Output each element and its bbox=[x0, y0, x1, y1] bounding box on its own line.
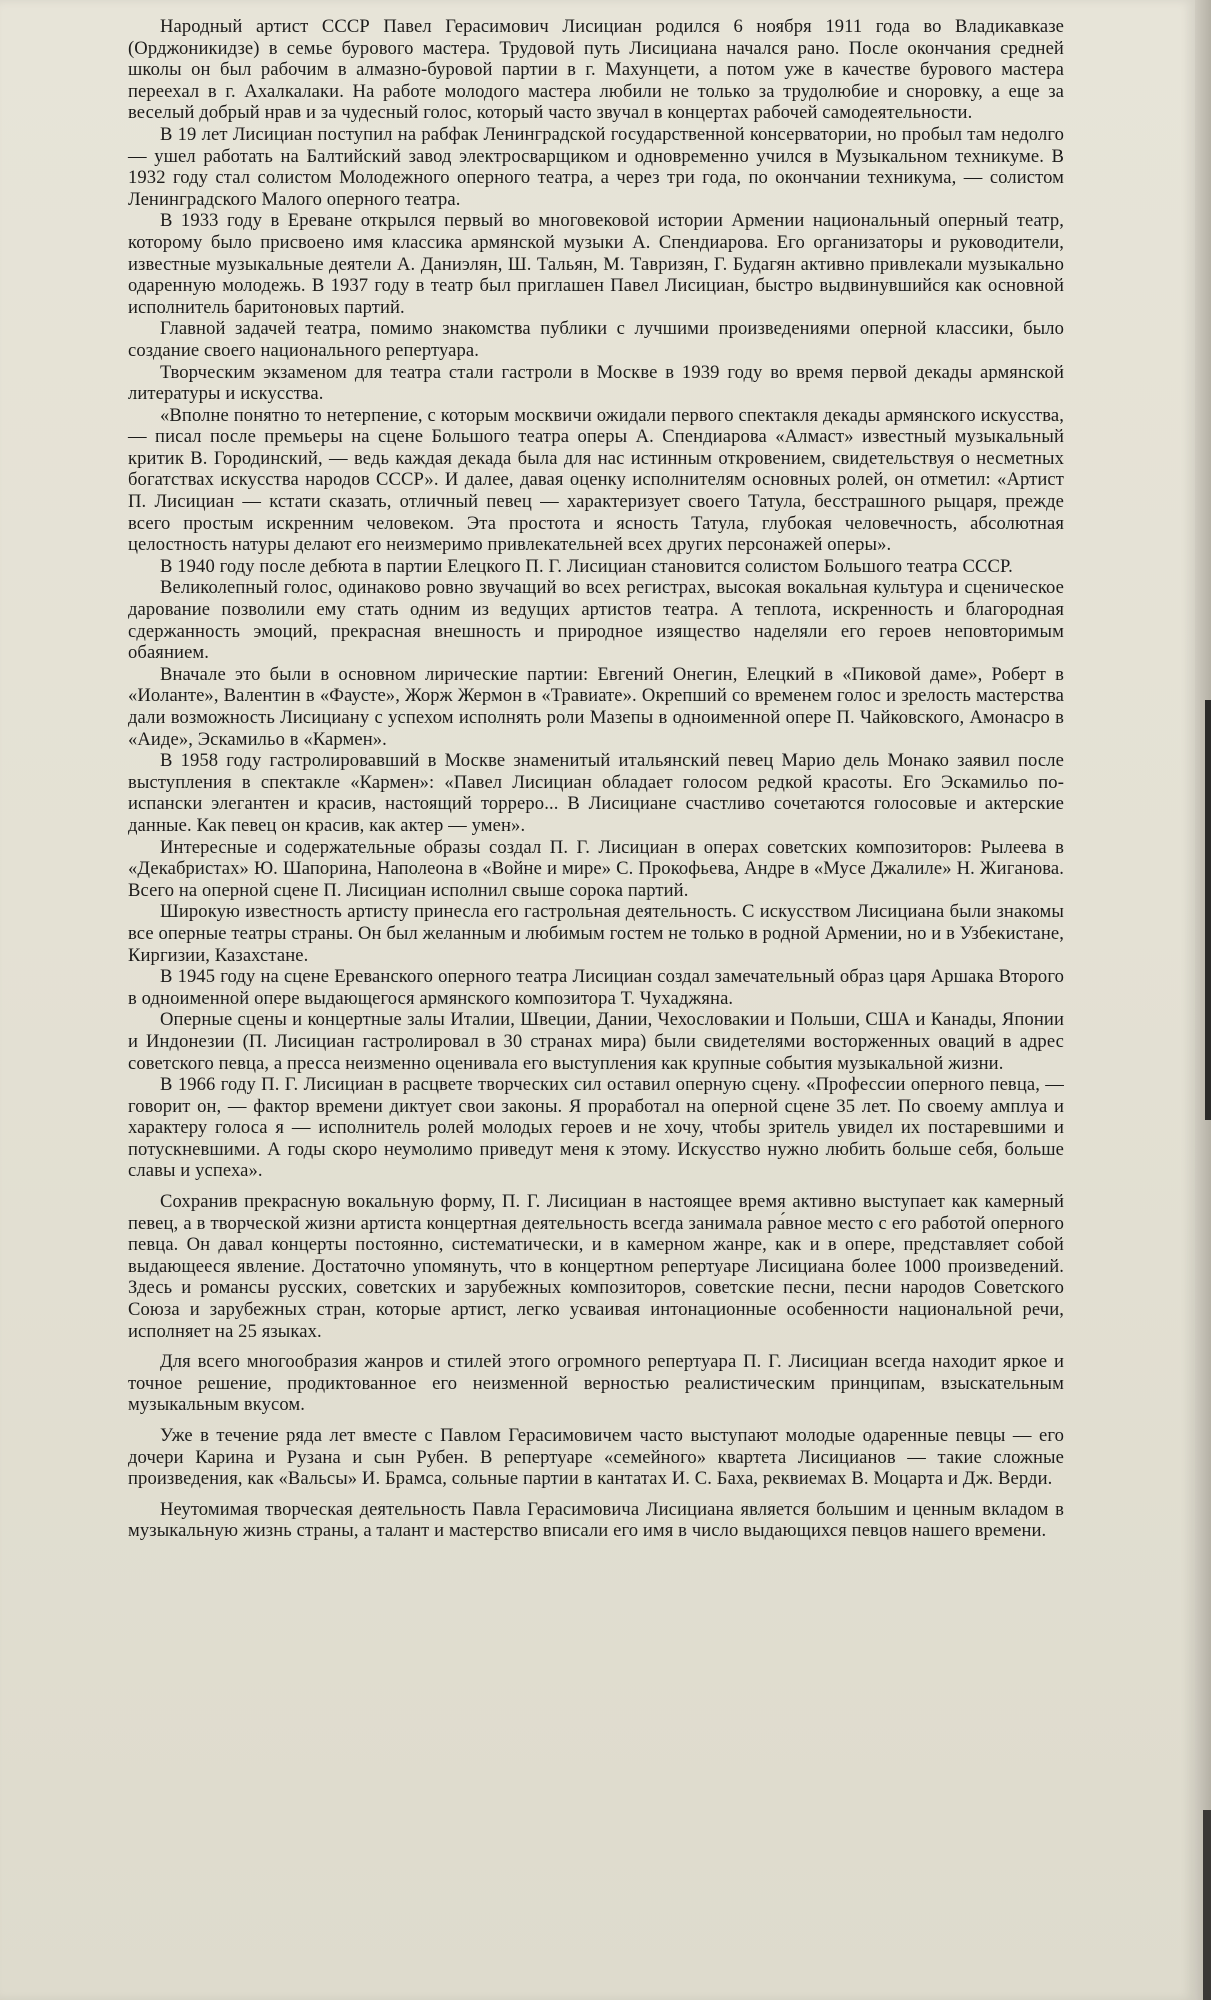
paragraph-17: Для всего многообразия жанров и стилей этого огромного репертуара П. Г. Лисициан всегда находит яркое и точное решение, продиктованное его неизменной верностью реалистическим принципам, взыскательным музыкальным вкусом. bbox=[128, 1351, 1064, 1416]
page-edge-mark bbox=[1205, 700, 1211, 1120]
paragraph-15: В 1966 году П. Г. Лисициан в расцвете творческих сил оставил оперную сцену. «Профессии оперного певца, — говорит он, — фактор времени диктует свои законы. Я проработал на оперной сцене 35 лет. По своему амплуа и характеру голоса я — исполнитель ролей молодых героев и не хочу, чтобы зритель увидел их постаревшими и потускневшими. А годы скоро неумолимо приведут меня к этому. Искусство нужно любить больше себя, больше славы и успеха». bbox=[128, 1074, 1064, 1182]
paragraph-3: В 1933 году в Ереване открылся первый во многовековой истории Армении национальный оперный театр, которому было присвоено имя классика армянской музыки А. Спендиарова. Его организаторы и руководители, известные музыкальные деятели А. Даниэлян, Ш. Тальян, М. Тавризян, Г. Будагян активно привлекали музыкально одаренную молодежь. В 1937 году в театр был приглашен Павел Лисициан, быстро выдвинувшийся как основной исполнитель баритоновых партий. bbox=[128, 210, 1064, 318]
paragraph-14: Оперные сцены и концертные залы Италии, Швеции, Дании, Чехословакии и Польши, США и Канады, Японии и Индонезии (П. Лисициан гастролировал в 30 странах мира) были свидетелями восторженных оваций в адрес советского певца, а пресса неизменно оценивала его выступления как крупные события музыкальной жизни. bbox=[128, 1009, 1064, 1074]
paragraph-16: Сохранив прекрасную вокальную форму, П. Г. Лисициан в настоящее время активно выступает как камерный певец, а в творческой жизни артиста концертная деятельность всегда занимала ра́вное место с его работой оперного певца. Он давал концерты постоянно, систематически, и в камерном жанре, как и в опере, представляет собой выдающееся явление. Достаточно упомянуть, что в концертном репертуаре Лисициана более 1000 произведений. Здесь и романсы русских, советских и зарубежных композиторов, советские песни, песни народов Советского Союза и зарубежных стран, которые артист, легко усваивая интонационные особенности национальной речи, исполняет на 25 языках. bbox=[128, 1191, 1064, 1342]
paragraph-12: Широкую известность артисту принесла его гастрольная деятельность. С искусством Лисициана были знакомы все оперные театры страны. Он был желанным и любимым гостем не только в родной Армении, но и в Узбекистане, Киргизии, Казахстане. bbox=[128, 901, 1064, 966]
page-edge-mark bbox=[1203, 1810, 1211, 2000]
biography-text bbox=[128, 16, 1064, 1542]
paragraph-11: Интересные и содержательные образы создал П. Г. Лисициан в операх советских композиторов: Рылеева в «Декабристах» Ю. Шапорина, Наполеона в «Войне и мире» С. Прокофьева, Андре в «Мусе Джалиле» Н. Жиганова. Всего на оперной сцене П. Лисициан исполнил свыше сорока партий. bbox=[128, 836, 1064, 901]
paragraph-6: «Вполне понятно то нетерпение, с которым москвичи ожидали первого спектакля декады армянского искусства, — писал после премьеры на сцене Большого театра оперы А. Спендиарова «Алмаст» известный музыкальный критик В. Городинский, — ведь каждая декада была для нас истинным откровением, свидетельствуя о несметных богатствах искусства народов СССР». И далее, давая оценку исполнителям основных ролей, он отметил: «Артист П. Лисициан — кстати сказать, отличный певец — характеризует своего Татула, бесстрашного рыцаря, прежде всего простым искренним человеком. Эта простота и ясность Татула, глубокая человечность, абсолютная целостность натуры делают его неизмеримо привлекательней всех других персонажей оперы». bbox=[128, 404, 1064, 556]
paragraph-4: Главной задачей театра, помимо знакомства публики с лучшими произведениями оперной классики, было создание своего национального репертуара. bbox=[128, 318, 1064, 361]
paragraph-5: Творческим экзаменом для театра стали гастроли в Москве в 1939 году во время первой декады армянской литературы и искусства. bbox=[128, 361, 1064, 405]
paragraph-8: Великолепный голос, одинаково ровно звучащий во всех регистрах, высокая вокальная культура и сценическое дарование позволили ему стать одним из ведущих артистов театра. А теплота, искренность и благородная сдержанность эмоций, прекрасная внешность и природное изящество наделяли его героев неповторимым обаянием. bbox=[128, 577, 1064, 664]
paragraph-13: В 1945 году на сцене Ереванского оперного театра Лисициан создал замечательный образ царя Аршака Второго в одноименной опере выдающегося армянского композитора Т. Чухаджяна. bbox=[128, 966, 1064, 1009]
paragraph-2: В 19 лет Лисициан поступил на рабфак Ленинградской государственной консерватории, но пробыл там недолго — ушел работать на Балтийский завод электросварщиком и одновременно учился в Музыкальном техникуме. В 1932 году стал солистом Молодежного оперного театра, а через три года, по окончании техникума, — солистом Ленинградского Малого оперного театра. bbox=[128, 123, 1064, 210]
paragraph-18: Уже в течение ряда лет вместе с Павлом Герасимовичем часто выступают молодые одаренные певцы — его дочери Карина и Рузана и сын Рубен. В репертуаре «семейного» квартета Лисицианов — такие сложные произведения, как «Вальсы» И. Брамса, сольные партии в кантатах И. С. Баха, реквиемах В. Моцарта и Дж. Верди. bbox=[128, 1425, 1064, 1490]
paragraph-19: Неутомимая творческая деятельность Павла Герасимовича Лисициана является большим и ценным вкладом в музыкальную жизнь страны, а талант и мастерство вписали его имя в число выдающихся певцов нашего времени. bbox=[128, 1498, 1064, 1542]
paragraph-7: В 1940 году после дебюта в партии Елецкого П. Г. Лисициан становится солистом Большого театра СССР. bbox=[160, 555, 1013, 577]
paragraph-1: Народный артист СССР Павел Герасимович Лисициан родился 6 ноября 1911 года во Владикавказе (Орджоникидзе) в семье бурового мастера. Трудовой путь Лисициана начался рано. После окончания средней школы он был рабочим в алмазно-буровой партии в г. Махунцети, а потом уже в качестве бурового мастера переехал в г. Ахалкалаки. На работе молодого мастера любили не только за трудолюбие и сноровку, а еще за веселый добрый нрав и за чудесный голос, который часто звучал в концертах рабочей самодеятельности. bbox=[128, 16, 1064, 124]
paragraph-9: Вначале это были в основном лирические партии: Евгений Онегин, Елецкий в «Пиковой даме», Роберт в «Иоланте», Валентин в «Фаусте», Жорж Жермон в «Травиате». Окрепший со временем голос и зрелость мастерства дали возможность Лисициану с успехом исполнять роли Мазепы в одноименной опере П. Чайковского, Амонасро в «Аиде», Эскамильо в «Кармен». bbox=[128, 663, 1064, 750]
paragraph-10: В 1958 году гастролировавший в Москве знаменитый итальянский певец Марио дель Монако заявил после выступления в спектакле «Кармен»: «Павел Лисициан обладает голосом редкой красоты. Его Эскамильо по-испански элегантен и красив, настоящий торреро... В Лисициане счастливо сочетаются голосовые и актерские данные. Как певец он красив, как актер — умен». bbox=[128, 750, 1064, 836]
